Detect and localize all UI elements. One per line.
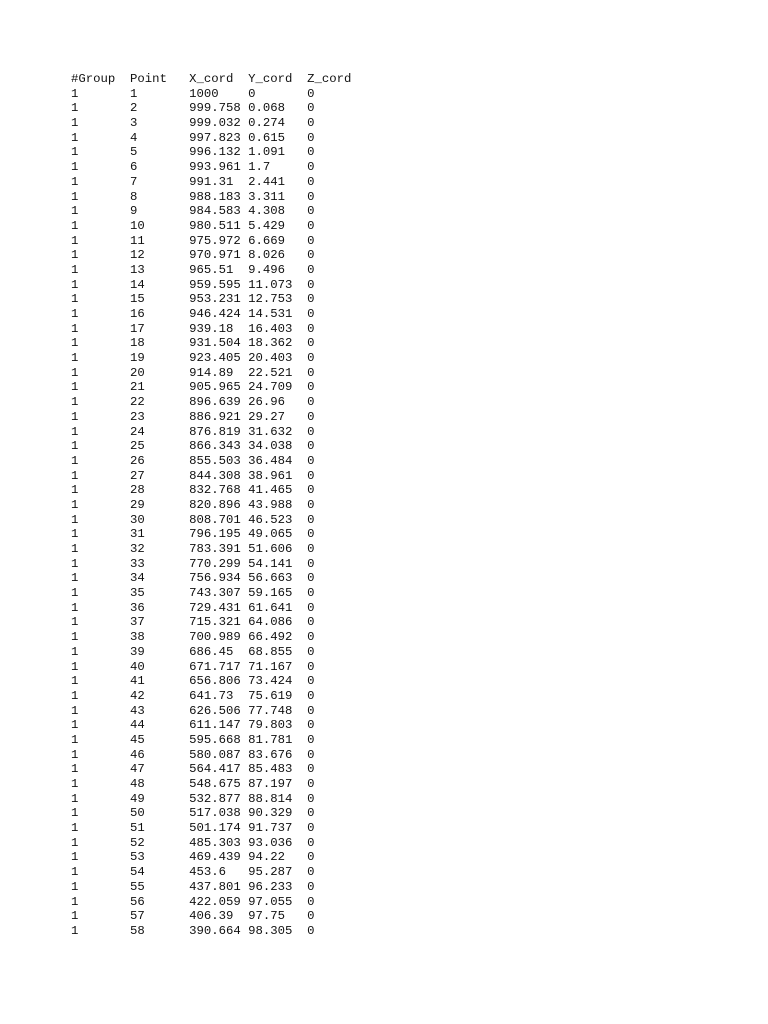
data-line: 1 11 975.972 6.669 0 [71, 233, 315, 248]
data-line: 1 16 946.424 14.531 0 [71, 307, 315, 321]
data-line: 1 35 743.307 59.165 0 [71, 586, 315, 601]
data-line: 1 18 931.504 18.362 0 [71, 336, 315, 351]
data-line: 1 56 422.059 97.055 0 [71, 894, 315, 909]
text-document [71, 72, 761, 939]
data-line: 1 58 390.664 98.305 0 [71, 923, 315, 938]
data-line: 1 26 855.503 36.484 0 [71, 453, 315, 468]
data-line: 1 6 993.961 1.7 0 [71, 160, 315, 175]
data-line: 1 17 939.18 16.403 0 [71, 321, 315, 336]
data-line: 1 15 953.231 12.753 0 [71, 292, 315, 307]
data-line: 1 40 671.717 71.167 0 [71, 659, 315, 674]
data-line: 1 42 641.73 75.619 0 [71, 688, 315, 703]
data-line: 1 5 996.132 1.091 0 [71, 145, 315, 160]
data-line: 1 57 406.39 97.75 0 [71, 909, 315, 924]
data-line: 1 30 808.701 46.523 0 [71, 512, 315, 527]
data-line: 1 32 783.391 51.606 0 [71, 542, 315, 556]
data-line: 1 37 715.321 64.086 0 [71, 615, 315, 630]
data-line: 1 54 453.6 95.287 0 [71, 865, 315, 880]
header-line: #Group Point X_cord Y_cord Z_cord [71, 72, 352, 86]
data-line: 1 28 832.768 41.465 0 [71, 483, 315, 498]
data-line: 1 52 485.303 93.036 0 [71, 835, 315, 850]
data-line: 1 44 611.147 79.803 0 [71, 718, 315, 733]
data-line: 1 12 970.971 8.026 0 [71, 248, 315, 263]
data-line: 1 9 984.583 4.308 0 [71, 204, 315, 219]
data-line: 1 50 517.038 90.329 0 [71, 806, 315, 821]
data-line: 1 36 729.431 61.641 0 [71, 600, 315, 615]
data-line: 1 46 580.087 83.676 0 [71, 747, 315, 762]
data-line: 1 19 923.405 20.403 0 [71, 351, 315, 366]
data-line: 1 43 626.506 77.748 0 [71, 703, 315, 718]
data-line: 1 53 469.439 94.22 0 [71, 850, 315, 865]
data-line: 1 31 796.195 49.065 0 [71, 527, 315, 542]
data-line: 1 38 700.989 66.492 0 [71, 630, 315, 645]
data-line: 1 7 991.31 2.441 0 [71, 174, 315, 189]
data-line: 1 27 844.308 38.961 0 [71, 468, 315, 483]
data-line: 1 20 914.89 22.521 0 [71, 365, 315, 380]
data-line: 1 2 999.758 0.068 0 [71, 101, 315, 116]
data-line: 1 39 686.45 68.855 0 [71, 644, 315, 659]
data-line: 1 3 999.032 0.274 0 [71, 116, 315, 131]
data-line: 1 13 965.51 9.496 0 [71, 262, 315, 277]
data-line: 1 23 886.921 29.27 0 [71, 409, 315, 424]
data-line: 1 51 501.174 91.737 0 [71, 821, 315, 836]
data-line: 1 33 770.299 54.141 0 [71, 556, 315, 571]
data-line: 1 45 595.668 81.781 0 [71, 732, 315, 747]
data-line: 1 41 656.806 73.424 0 [71, 674, 315, 689]
data-line: 1 14 959.595 11.073 0 [71, 277, 315, 292]
data-line: 1 24 876.819 31.632 0 [71, 424, 315, 439]
data-line: 1 48 548.675 87.197 0 [71, 777, 315, 791]
data-line: 1 55 437.801 96.233 0 [71, 879, 315, 894]
data-line: 1 34 756.934 56.663 0 [71, 571, 315, 586]
data-line: 1 21 905.965 24.709 0 [71, 380, 315, 395]
data-line: 1 47 564.417 85.483 0 [71, 762, 315, 777]
data-line: 1 4 997.823 0.615 0 [71, 130, 315, 145]
data-line: 1 49 532.877 88.814 0 [71, 791, 315, 806]
data-line: 1 22 896.639 26.96 0 [71, 395, 315, 410]
data-line: 1 8 988.183 3.311 0 [71, 189, 315, 204]
data-line: 1 10 980.511 5.429 0 [71, 218, 315, 233]
data-line: 1 25 866.343 34.038 0 [71, 439, 315, 454]
data-line: 1 1 1000 0 0 [71, 86, 315, 101]
data-line: 1 29 820.896 43.988 0 [71, 497, 315, 512]
